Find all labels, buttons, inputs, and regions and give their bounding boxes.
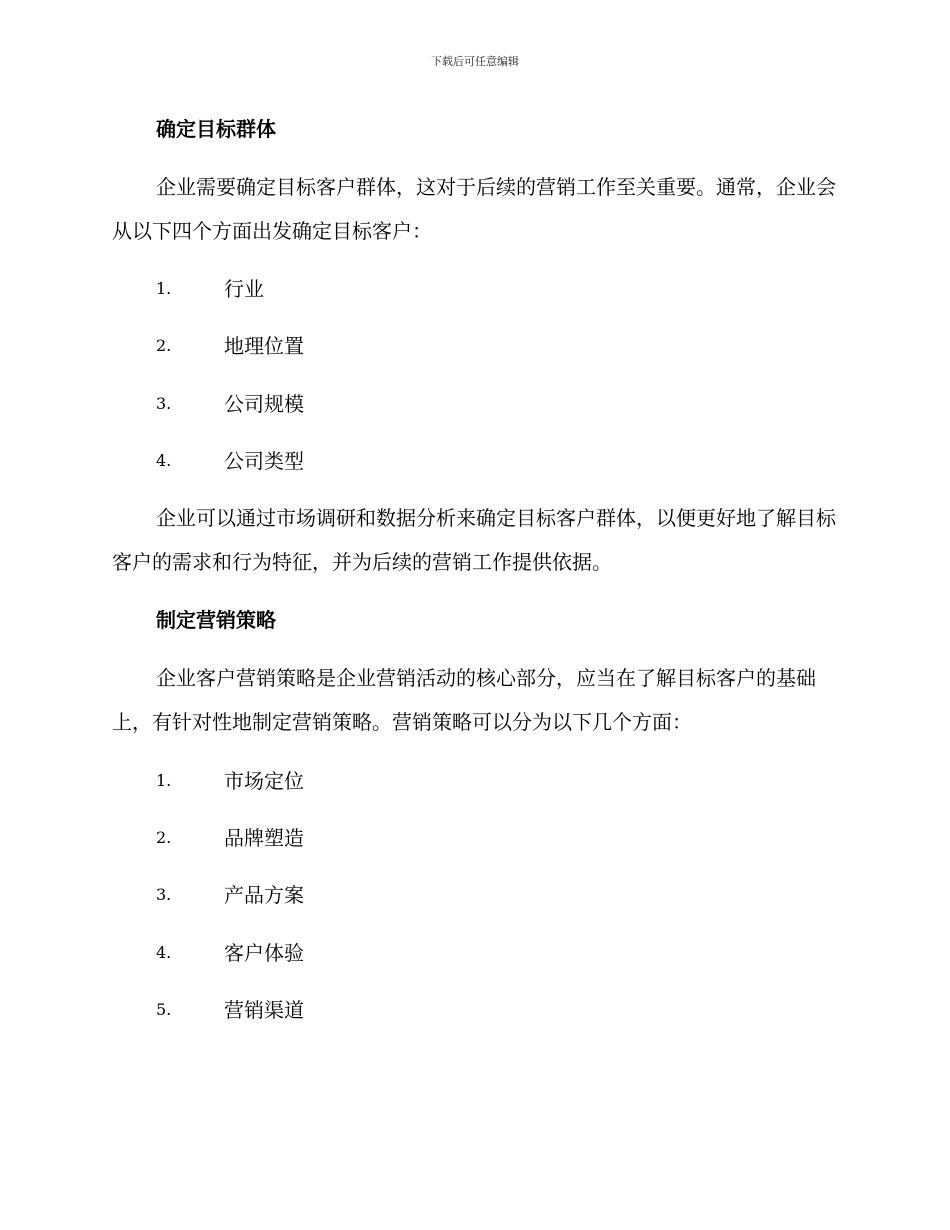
list-item-text: 地理位置 <box>224 334 304 358</box>
list-item-text: 品牌塑造 <box>224 826 304 850</box>
section1-conclusion-paragraph: 企业可以通过市场调研和数据分析来确定目标客户群体，以便更好地了解目标客户的需求和行为特征，并为后续的营销工作提供依据。 <box>112 506 836 574</box>
list-item-number: 1. <box>156 771 172 790</box>
list-item-text: 行业 <box>224 277 264 301</box>
list-item-number: 1. <box>156 279 172 298</box>
list-item-text: 客户体验 <box>224 941 304 965</box>
list-item-text: 产品方案 <box>224 883 304 907</box>
header-note: 下载后可任意编辑 <box>431 55 519 68</box>
section-heading-marketing-strategy: 制定营销策略 <box>156 608 276 632</box>
list-item-number: 2. <box>156 336 172 355</box>
section2-intro-paragraph: 企业客户营销策略是企业营销活动的核心部分，应当在了解目标客户的基础上，有针对性地制定营销策略。营销策略可以分为以下几个方面： <box>112 666 816 734</box>
list-item-number: 3. <box>156 394 172 413</box>
list-item-text: 营销渠道 <box>224 998 304 1022</box>
list-item-number: 3. <box>156 885 172 904</box>
list-item-text: 公司规模 <box>224 392 304 416</box>
list-item-number: 2. <box>156 828 172 847</box>
list-item-number: 4. <box>156 451 172 470</box>
section-heading-target-group: 确定目标群体 <box>156 117 276 141</box>
list-item-text: 市场定位 <box>224 769 304 793</box>
section1-intro-paragraph: 企业需要确定目标客户群体，这对于后续的营销工作至关重要。通常，企业会从以下四个方面出发确定目标客户： <box>112 175 836 243</box>
list-item-number: 5. <box>156 1000 172 1019</box>
list-item-number: 4. <box>156 943 172 962</box>
list-item-text: 公司类型 <box>224 449 304 473</box>
